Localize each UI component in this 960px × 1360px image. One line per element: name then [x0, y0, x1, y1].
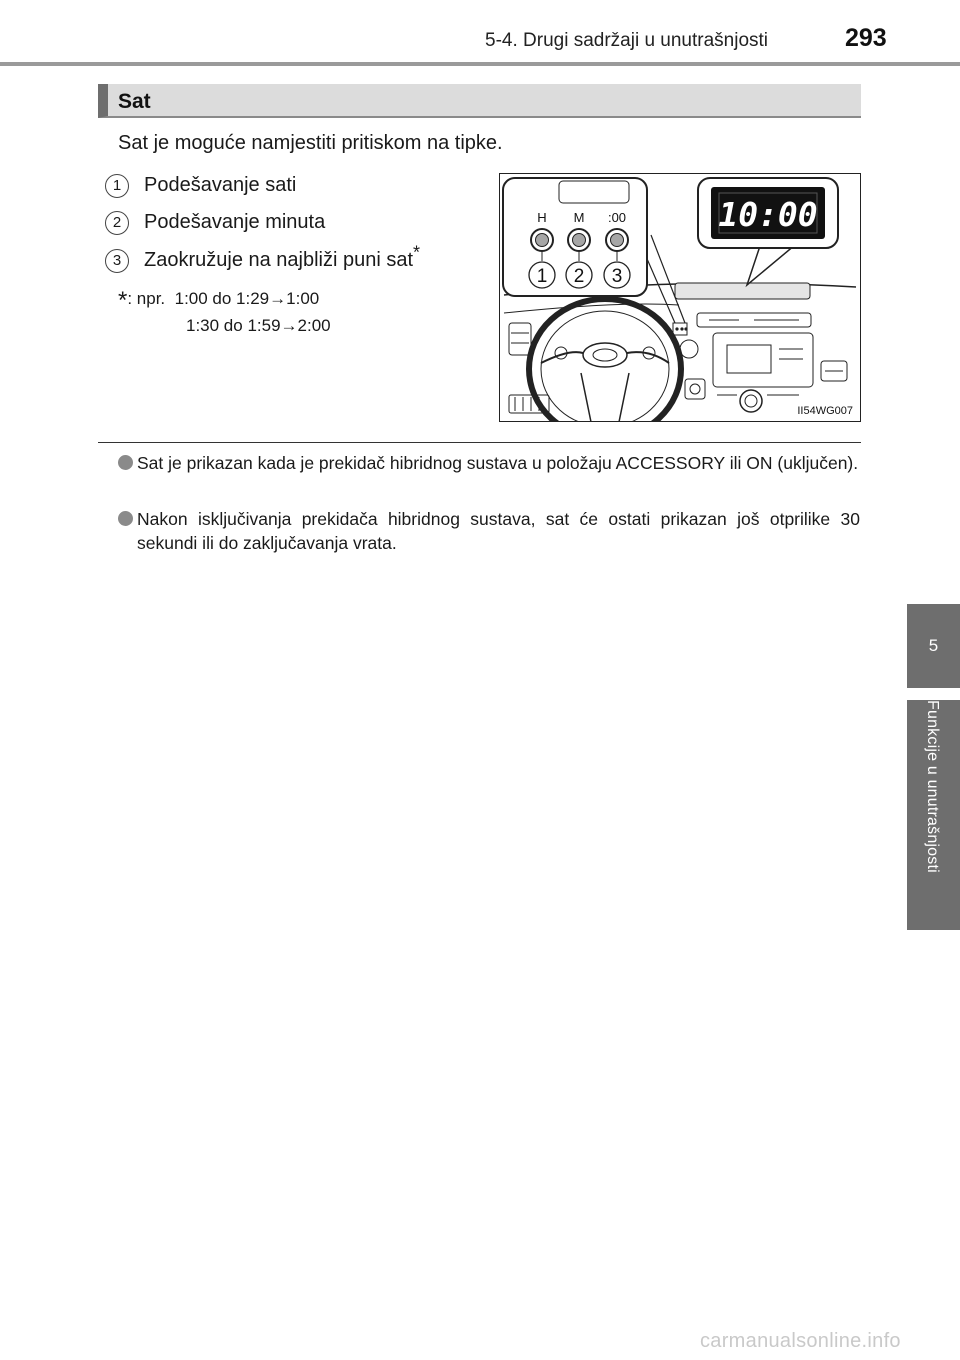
header-section-title: 5-4. Drugi sadržaji u unutrašnjosti	[485, 30, 769, 51]
clock-illustration	[499, 173, 861, 422]
footnote-star: *	[118, 287, 128, 314]
section-divider	[98, 442, 861, 443]
section-title: Sat	[118, 90, 151, 113]
footnote-example-2: 1:30 do 1:59→2:00	[186, 316, 331, 335]
hour-button-label: H	[537, 210, 547, 225]
chapter-tab-label	[907, 700, 960, 930]
footnote-marker: *	[413, 242, 421, 263]
bullet-dot-icon	[118, 455, 133, 470]
round-button-label: :00	[607, 210, 627, 225]
step-item	[105, 242, 421, 273]
step-text: Zaokružuje na najbliži puni sat	[144, 249, 414, 271]
bullet-dot-icon	[118, 511, 133, 526]
footnote-line	[118, 287, 319, 315]
step-number-badge: 3	[105, 249, 129, 273]
footnote-line	[186, 316, 331, 336]
step-text: Podešavanje minuta	[144, 211, 326, 233]
minute-button-label: M	[573, 210, 585, 225]
bullet-text: Sat je prikazan kada je prekidač hibridnog sustava u položaju ACCESSORY ili ON (uključen).	[137, 453, 859, 473]
clock-display-readout: 10:00	[718, 195, 818, 234]
callout-3: 3	[611, 266, 623, 287]
watermark: carmanualsonline.info	[700, 1330, 901, 1352]
figure-code: II54WG007	[797, 405, 853, 417]
bullet-item	[118, 451, 860, 475]
step-number-badge: 1	[105, 174, 129, 198]
step-text: Podešavanje sati	[144, 174, 297, 196]
section-heading-bar	[98, 84, 861, 118]
step-item	[105, 172, 296, 198]
intro-text: Sat je moguće namjestiti pritiskom na tipke.	[118, 132, 503, 154]
header-rule	[0, 62, 960, 66]
bullet-item	[118, 507, 860, 555]
step-item	[105, 209, 325, 235]
bullet-text: Nakon isključivanja prekidača hibridnog sustava, sat će ostati prikazan još otprilike 30 sekundi ili do zaključavanja vrata.	[137, 509, 860, 553]
footnote-example-1: 1:00 do 1:29→1:00	[174, 289, 320, 308]
step-number-badge: 2	[105, 211, 129, 235]
footnote-prefix: : npr.	[127, 289, 166, 308]
hour-button-graphic	[531, 229, 553, 251]
page-number: 293	[845, 24, 887, 52]
chapter-tab-label-text: Funkcije u unutrašnjosti	[924, 700, 941, 873]
chapter-tab-number: 5	[907, 604, 960, 688]
callout-2: 2	[573, 266, 585, 287]
callout-1: 1	[536, 266, 548, 287]
round-button-graphic	[606, 229, 628, 251]
minute-button-graphic	[568, 229, 590, 251]
